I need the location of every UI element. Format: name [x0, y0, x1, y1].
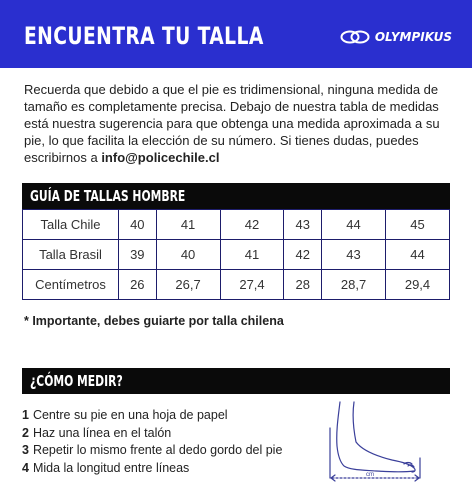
size-cell: 41 [220, 240, 284, 270]
measure-step [22, 442, 282, 460]
size-guide-title: GUÍA DE TALLAS HOMBRE [30, 187, 186, 205]
size-cell: 39 [119, 240, 157, 270]
size-cell: 43 [284, 210, 322, 240]
step-text: Haz una línea en el talón [32, 425, 172, 440]
brand [340, 29, 452, 45]
size-row-label: Talla Brasil [23, 240, 119, 270]
step-text: Repetir lo mismo frente al dedo gordo del pie [32, 443, 283, 457]
size-table [22, 209, 450, 300]
size-cell: 28 [284, 270, 322, 300]
size-cell: 40 [119, 210, 157, 240]
measure-step [22, 425, 282, 443]
size-cell: 43 [322, 240, 386, 270]
step-number: 3 [22, 443, 29, 457]
size-row-label: Centímetros [23, 270, 119, 300]
size-cell: 41 [156, 210, 220, 240]
how-to-measure-header [22, 368, 450, 394]
size-row-label: Talla Chile [23, 210, 119, 240]
measure-step [22, 460, 282, 478]
step-number: 4 [22, 460, 29, 475]
how-to-measure-title: ¿CÓMO MEDIR? [30, 372, 123, 390]
intro-text: Recuerda que debido a que el pie es tridimensional, ninguna medida de tamaño es completamente precisa. Debajo de nuestra tabla de medidas está nuestra sugerencia para que obtenga una medida aproximada a su pie, lo que facilita la elección de su número. Si tienes dudas, puedes escribirnos a [24, 82, 440, 165]
step-text: Mida la longitud entre líneas [32, 460, 190, 475]
contact-email: info@policechile.cl [101, 150, 220, 165]
size-cell: 42 [284, 240, 322, 270]
size-cell: 29,4 [386, 270, 450, 300]
intro-paragraph [24, 81, 454, 166]
step-text: Centre su pie en una hoja de papel [32, 408, 228, 422]
diagram-unit-label: cm [366, 472, 374, 478]
size-cell: 26 [119, 270, 157, 300]
page-header [0, 0, 472, 68]
olympikus-logo-icon [340, 29, 370, 45]
brand-name: OLYMPIKUS [374, 30, 452, 44]
page-title: ENCUENTRA TU TALLA [24, 22, 264, 50]
foot-measurement-icon [318, 398, 430, 486]
step-number: 1 [22, 408, 29, 422]
size-table-row [23, 210, 450, 240]
size-guide-header [22, 183, 450, 209]
size-cell: 42 [220, 210, 284, 240]
size-cell: 44 [322, 210, 386, 240]
size-cell: 26,7 [156, 270, 220, 300]
measure-steps [22, 407, 282, 477]
size-note: * Importante, debes guiarte por talla chilena [24, 314, 284, 328]
size-cell: 27,4 [220, 270, 284, 300]
step-number: 2 [22, 425, 29, 440]
size-cell: 28,7 [322, 270, 386, 300]
size-cell: 44 [386, 240, 450, 270]
measure-step [22, 407, 282, 425]
size-cell: 45 [386, 210, 450, 240]
size-cell: 40 [156, 240, 220, 270]
size-table-row [23, 270, 450, 300]
size-table-row [23, 240, 450, 270]
